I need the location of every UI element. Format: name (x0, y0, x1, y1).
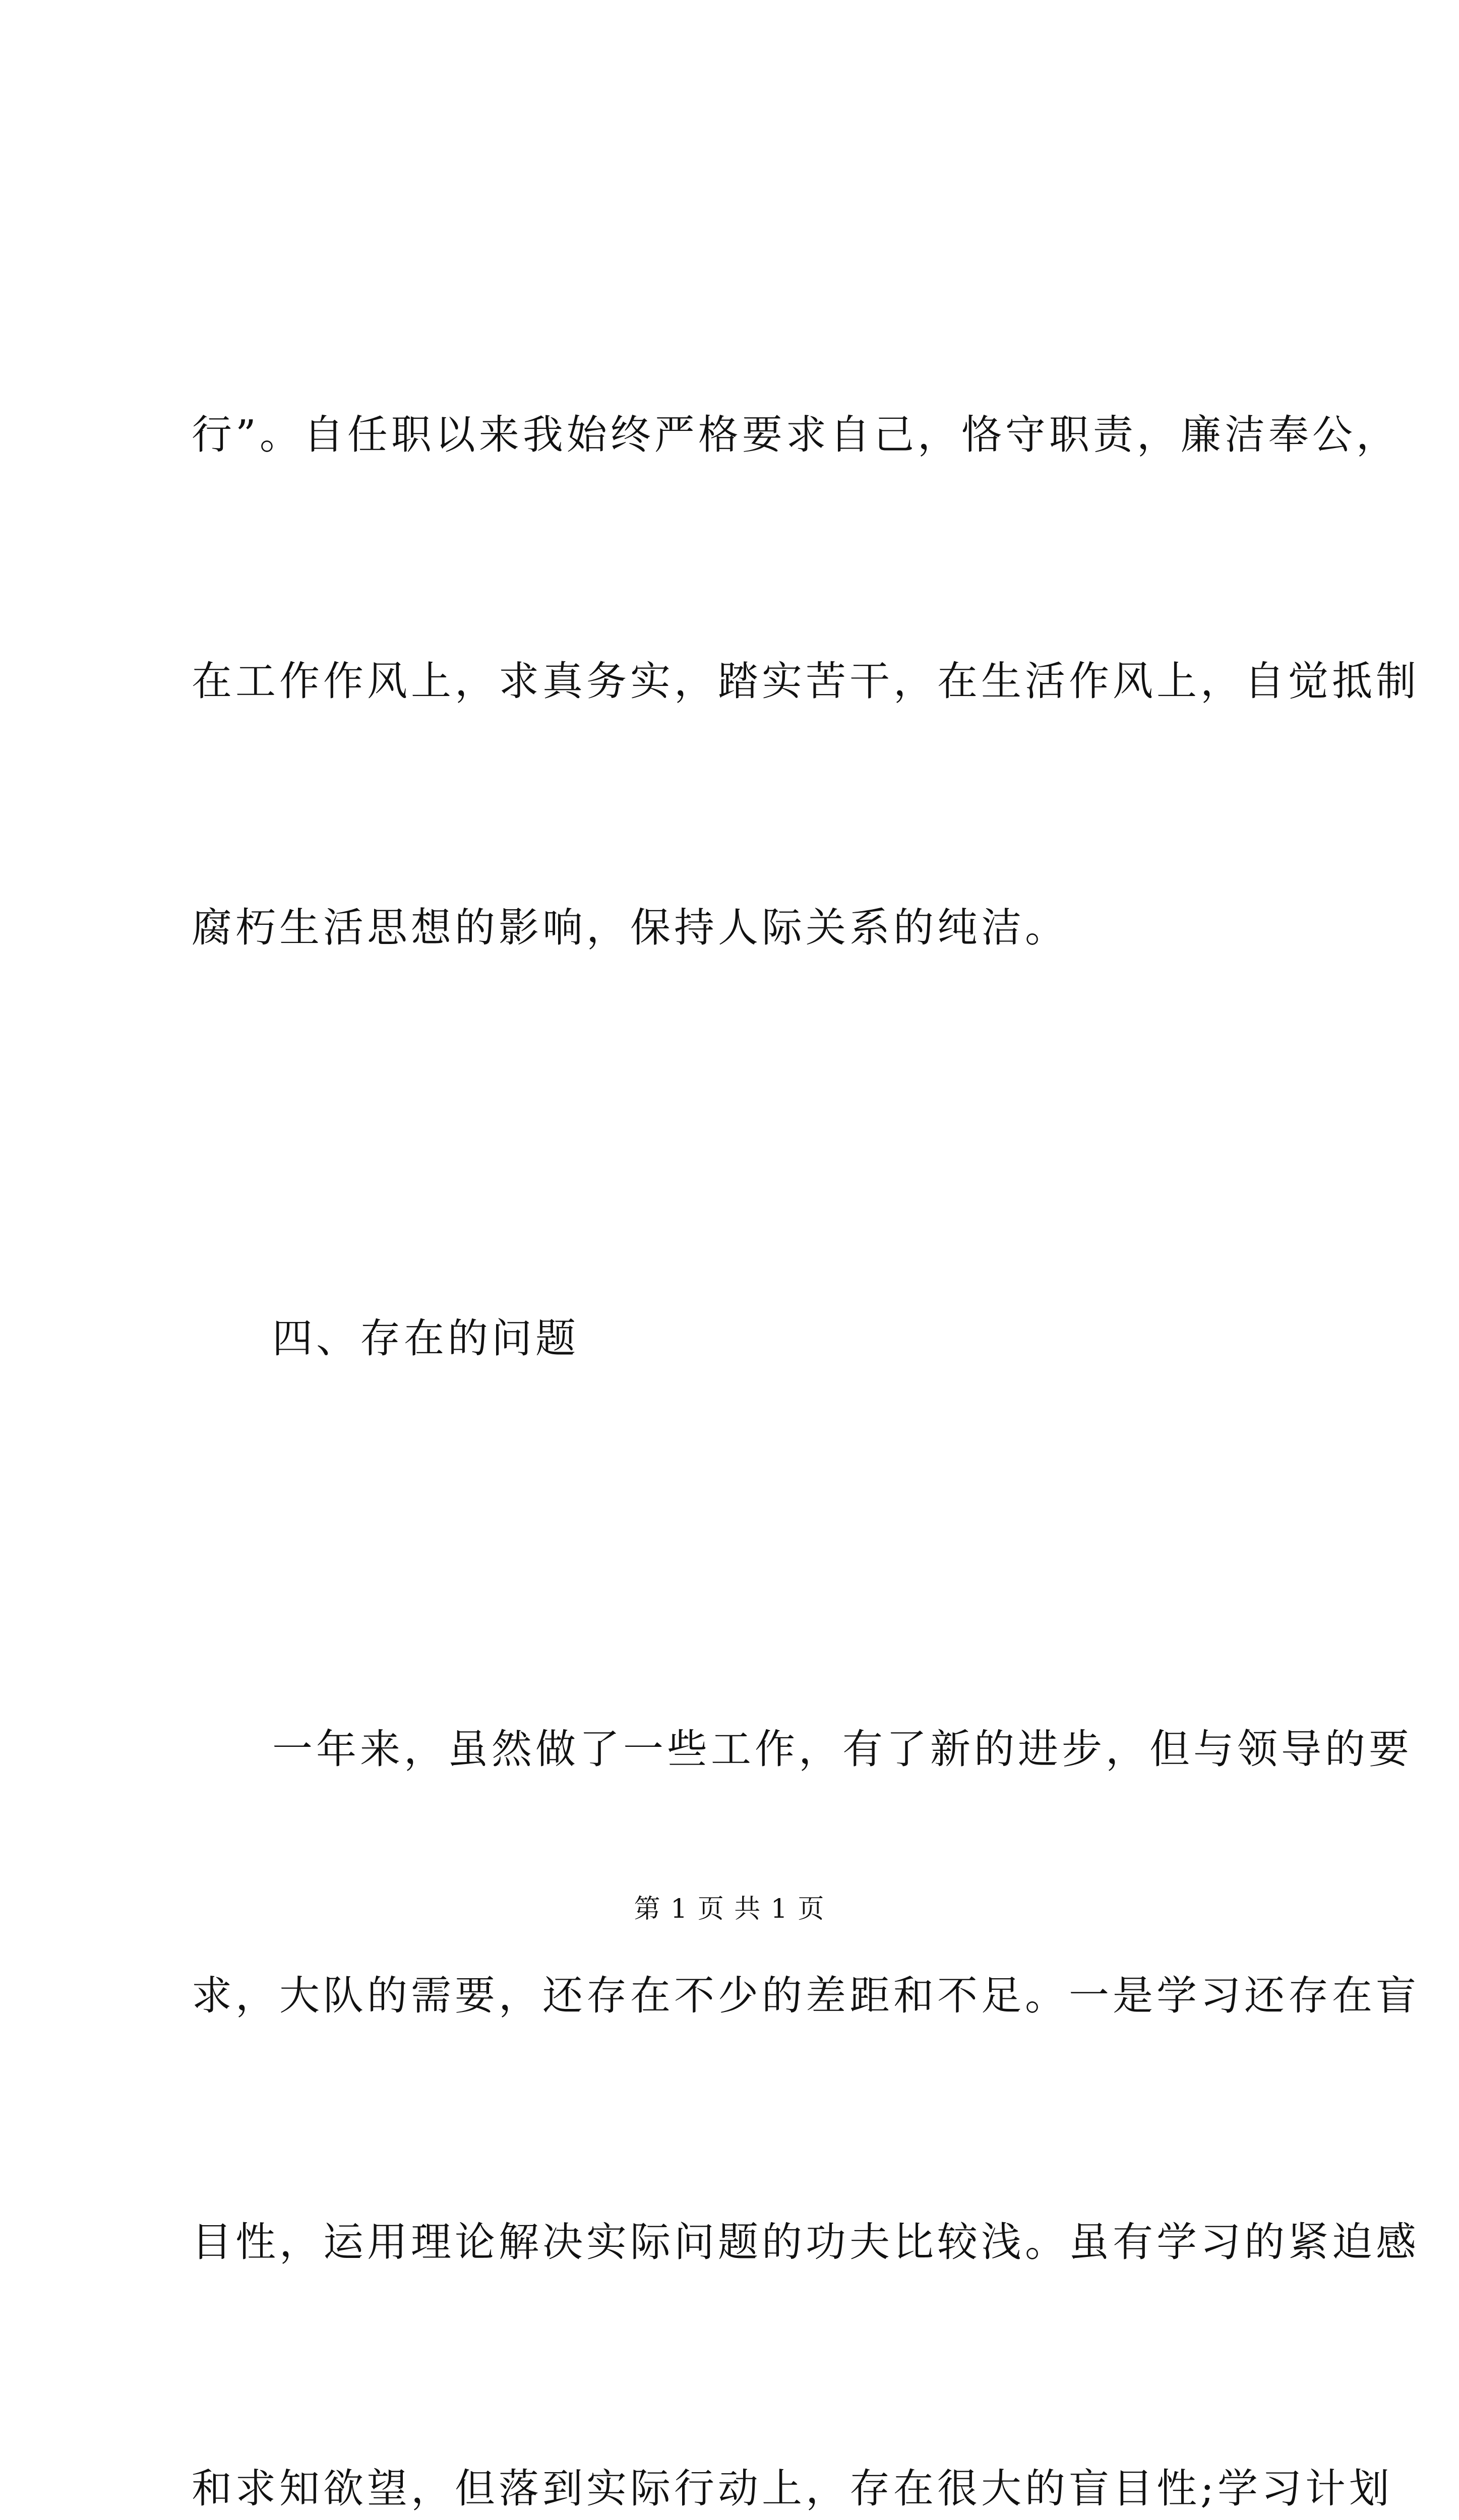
text-line: 目性，运用理论解决实际问题的功夫比较浅。虽有学习的紧迫感 (192, 2219, 1420, 2265)
page-number-footer: 第 1 页 共 1 页 (634, 1894, 825, 1924)
document-body (192, 229, 1420, 2520)
text-line: 腐朽生活思想的影响，保持人际关系的纯洁。 (192, 904, 1069, 951)
paragraph-problems (192, 1544, 1420, 2520)
section-heading-existing-problems (192, 1133, 1281, 1544)
text-line: 在工作作风上，求真务实，踏实苦干，在生活作风上，自觉抵制 (192, 658, 1420, 705)
text-line: 行”。自任职以来我始终严格要求自己，恪守职责，廉洁奉公， (192, 411, 1400, 458)
text-line: 一年来，虽然做了一些工作，有了新的进步，但与领导的要 (272, 1726, 1413, 1773)
paragraph-self-discipline (192, 229, 1420, 1133)
text-line: 求，大队的需要，还存在不少的差距和不足。一是学习还存在盲 (192, 1972, 1420, 2019)
text-line: 和求知欲望，但落到实际行动上，存在很大的盲目性;学习计划 (192, 2465, 1393, 2512)
section-heading: 四、存在的问题 (272, 1315, 579, 1362)
